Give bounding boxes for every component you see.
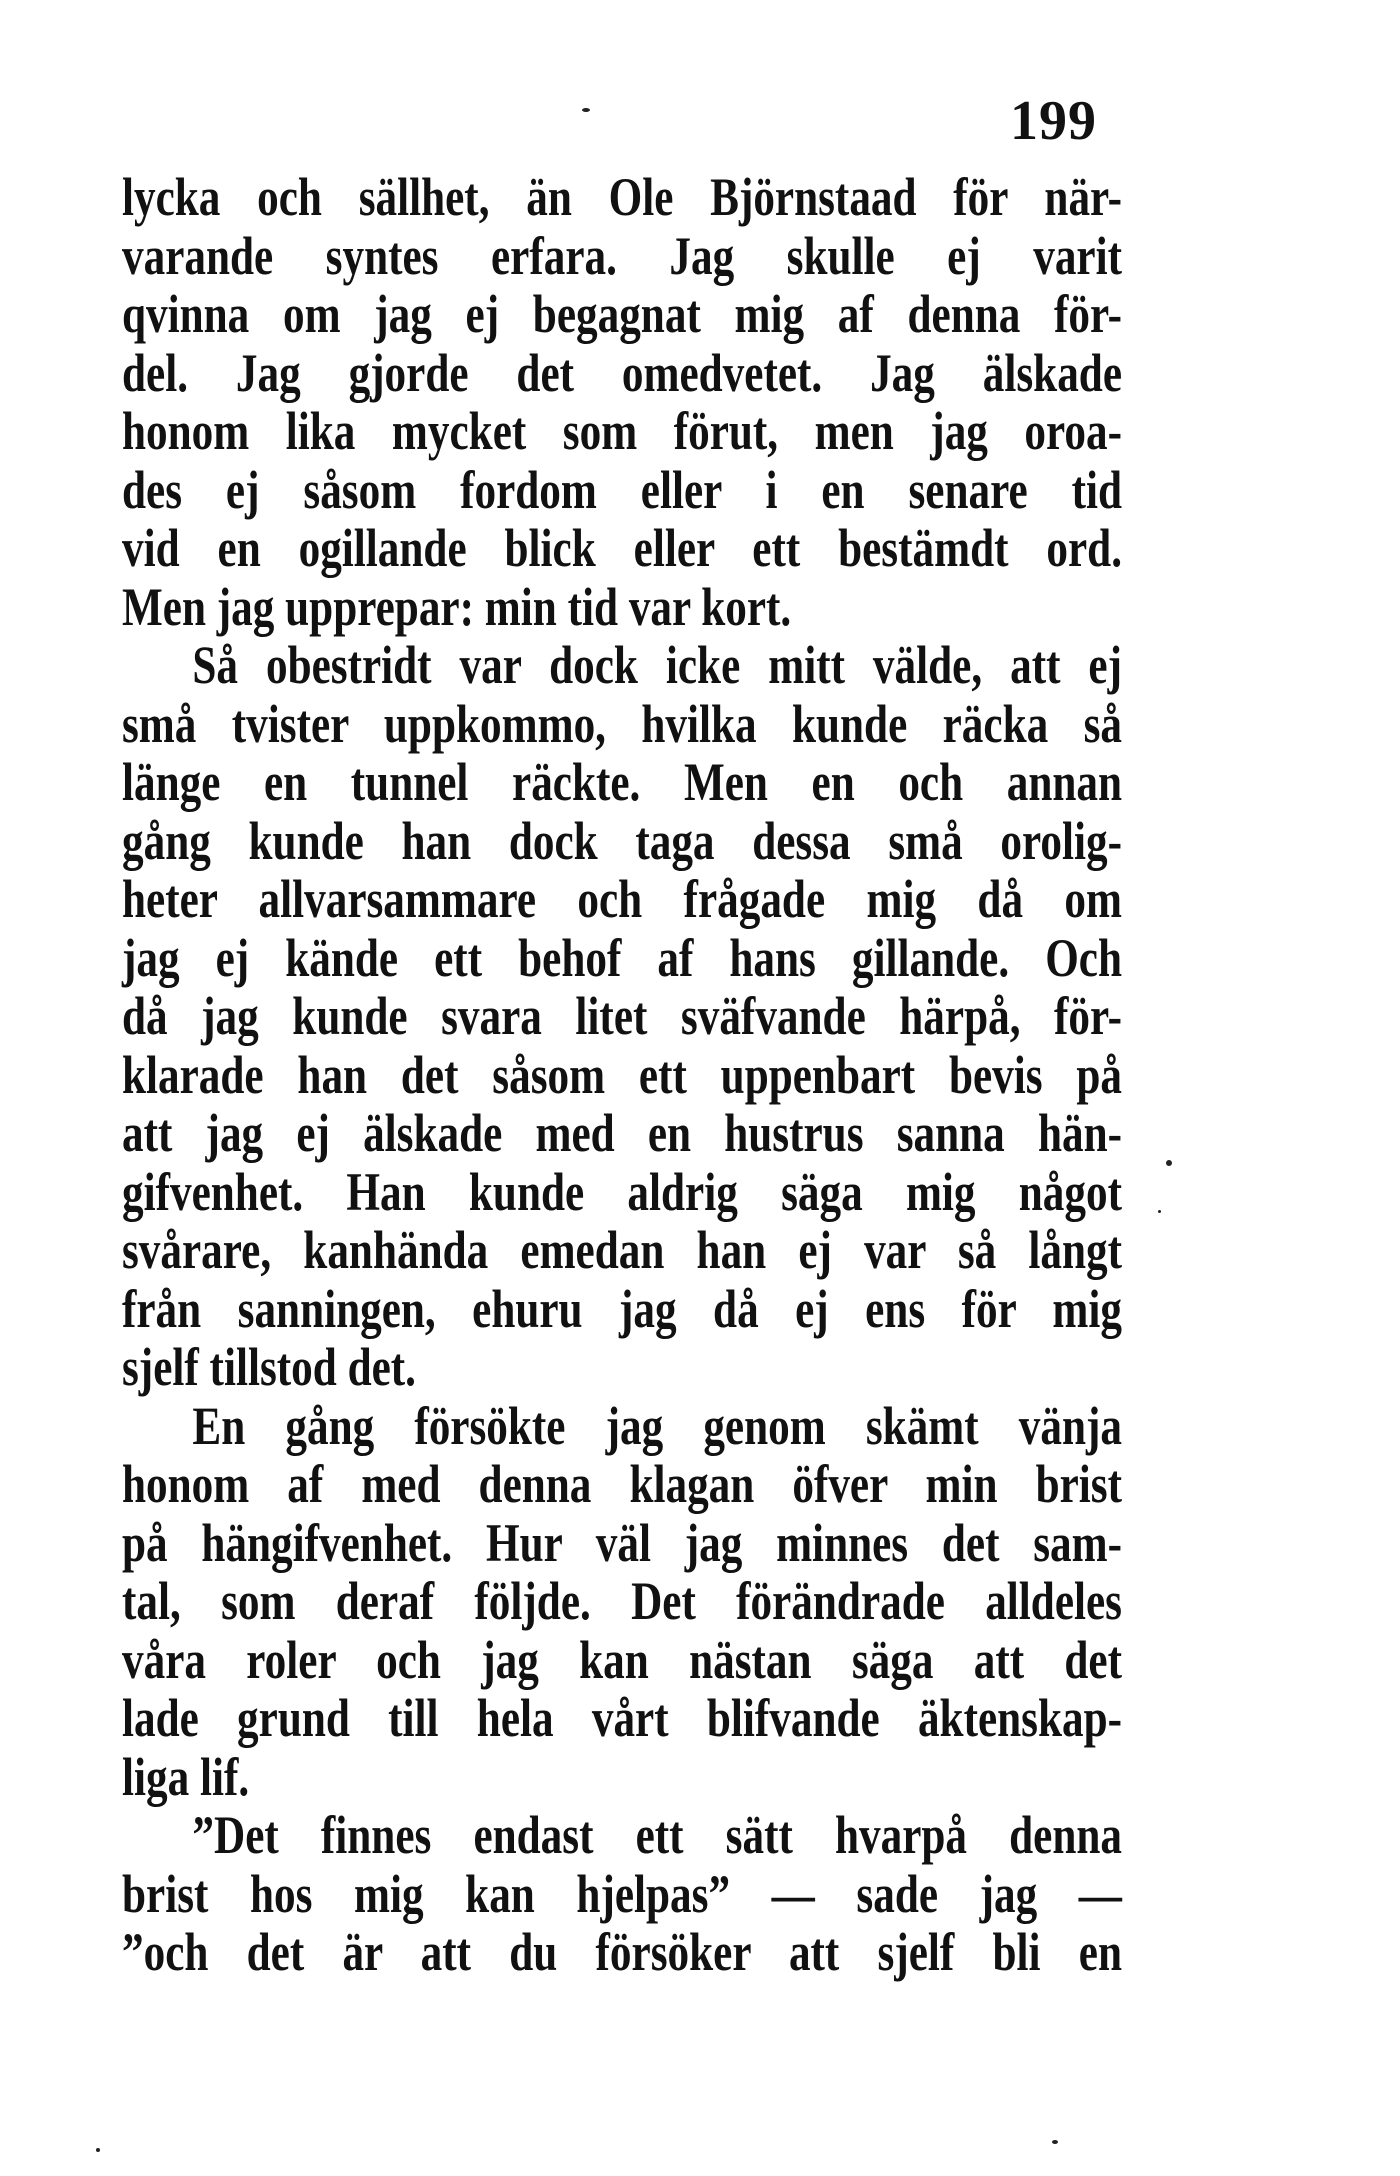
print-speck (582, 108, 590, 112)
text-line: sjelf tillstod det. (122, 1337, 416, 1397)
text-line: länge en tunnel räckte. Men en och annan (122, 752, 1122, 812)
text-line: Men jag upprepar: min tid var kort. (122, 576, 792, 637)
print-speck (1166, 1160, 1172, 1166)
text-line: lade grund till hela vårt blifvande äktenskap- (122, 1688, 1122, 1748)
page-number: 199 (1010, 90, 1097, 152)
body-text (122, 168, 1122, 1982)
text-line: gång kunde han dock taga dessa små orolig- (122, 810, 1122, 871)
text-line: qvinna om jag ej begagnat mig af denna för- (122, 284, 1122, 344)
text-line: honom lika mycket som förut, men jag oroa- (122, 401, 1122, 461)
text-line: tal, som deraf följde. Det förändrade alldeles (122, 1571, 1122, 1631)
text-line: varande syntes erfara. Jag skulle ej varit (122, 225, 1122, 286)
text-line: att jag ej älskade med en hustrus sanna hän- (122, 1103, 1122, 1163)
text-line: klarade han det såsom ett uppenbart bevis på (122, 1044, 1122, 1105)
print-speck (96, 2148, 100, 2152)
text-line: des ej såsom fordom eller i en senare tid (122, 459, 1122, 520)
text-line: från sanningen, ehuru jag då ej ens för mig (122, 1278, 1122, 1339)
text-line: liga lif. (122, 1746, 250, 1807)
text-line: del. Jag gjorde det omedvetet. Jag älskade (122, 342, 1122, 403)
text-line: honom af med denna klagan öfver min brist (122, 1454, 1122, 1514)
text-line: gifvenhet. Han kunde aldrig säga mig något (122, 1161, 1122, 1222)
text-line: svårare, kanhända emedan han ej var så långt (122, 1220, 1122, 1280)
text-line: lycka och sällhet, än Ole Björnstaad för när- (122, 167, 1122, 227)
text-line: ”och det är att du försöker att sjelf bli en (122, 1922, 1122, 1982)
text-line: jag ej kände ett behof af hans gillande. Och (122, 927, 1122, 988)
text-line: En gång försökte jag genom skämt vänja (192, 1395, 1122, 1456)
text-line: små tvister uppkommo, hvilka kunde räcka så (122, 693, 1122, 754)
text-line: heter allvarsammare och frågade mig då om (122, 869, 1122, 929)
text-line: brist hos mig kan hjelpas” — sade jag — (122, 1863, 1122, 1924)
print-speck (1052, 2140, 1058, 2144)
text-line: på hängifvenhet. Hur väl jag minnes det sam- (122, 1512, 1122, 1573)
text-line: våra roler och jag kan nästan säga att det (122, 1629, 1122, 1690)
text-line: Så obestridt var dock icke mitt välde, att ej (192, 635, 1122, 695)
text-line: ”Det finnes endast ett sätt hvarpå denna (192, 1805, 1122, 1865)
print-speck (1158, 1210, 1161, 1213)
text-line: då jag kunde svara litet sväfvande härpå, för- (122, 986, 1122, 1046)
text-line: vid en ogillande blick eller ett bestämdt ord. (122, 518, 1122, 578)
